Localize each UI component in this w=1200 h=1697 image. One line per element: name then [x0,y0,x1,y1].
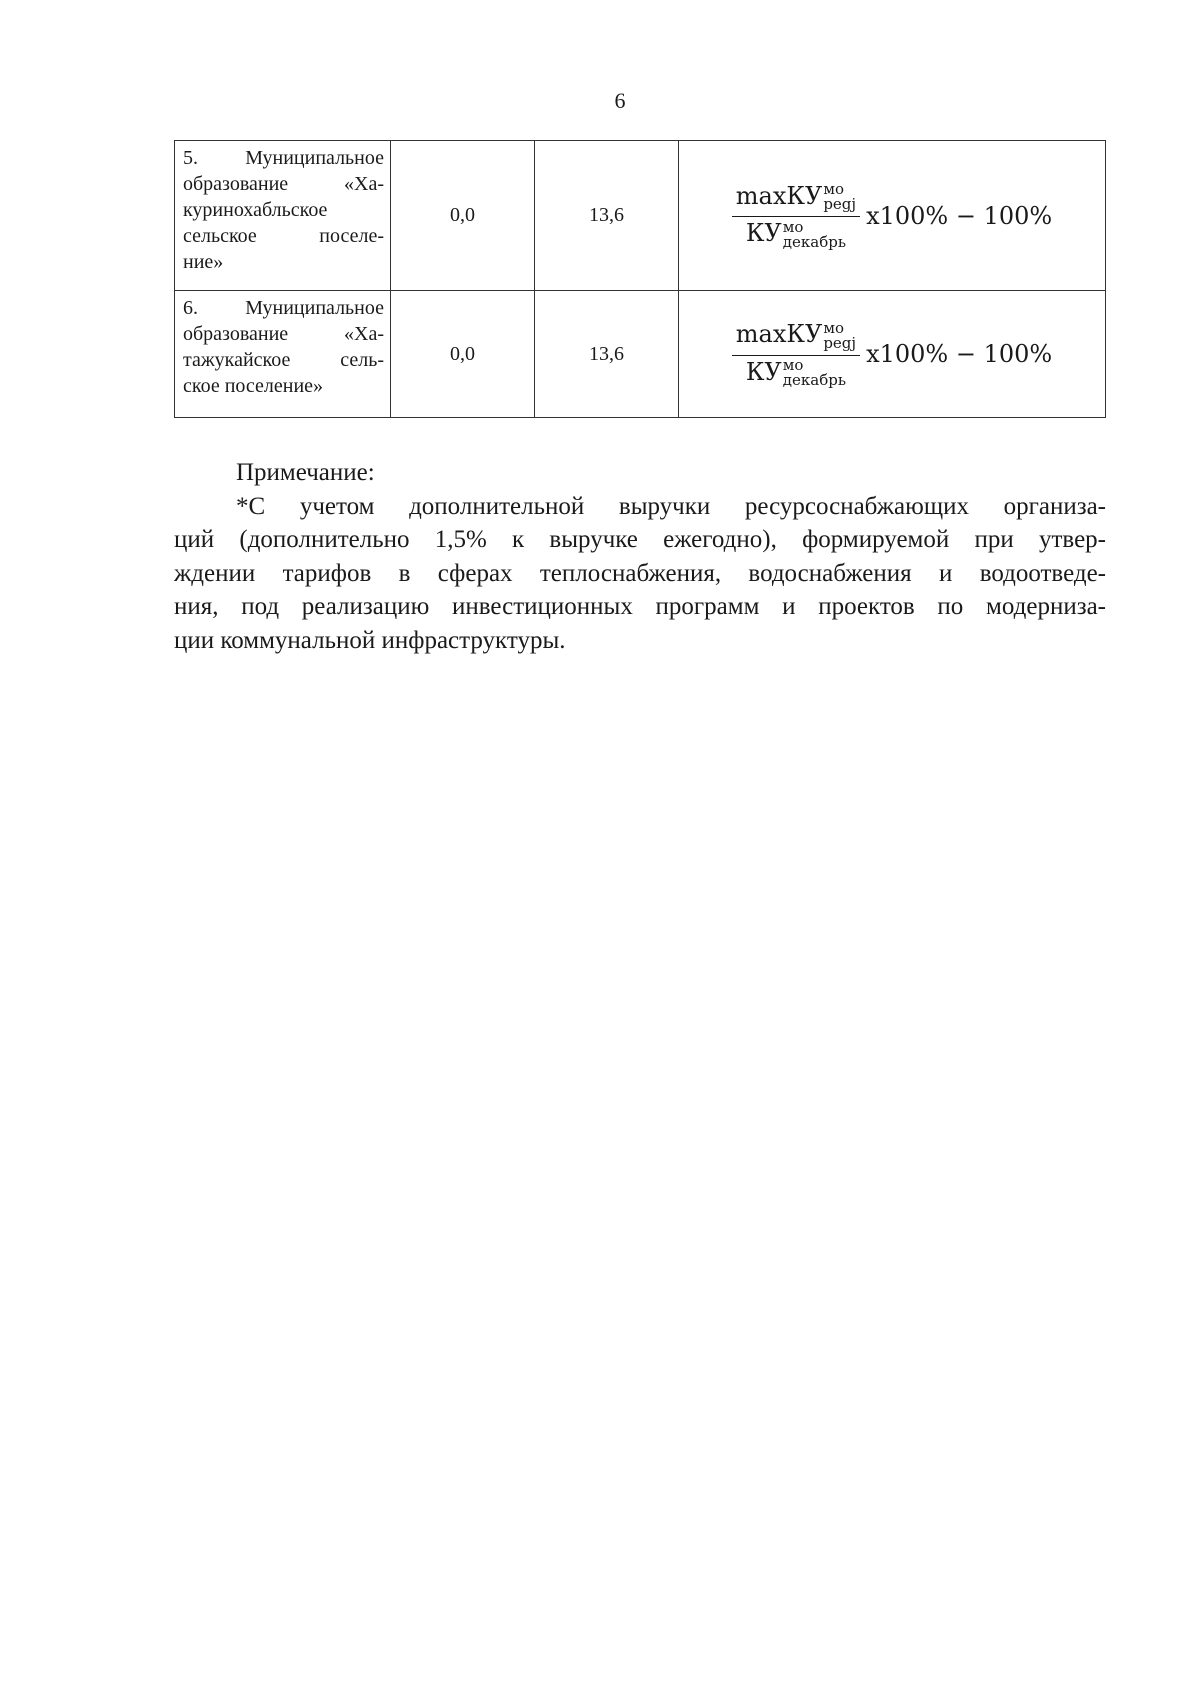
footnote [174,456,1106,657]
formula-tail: x100% − 100% [866,201,1053,230]
municipality-name-line: ние» [183,251,224,273]
municipality-name-line: 6. Муниципальное [183,297,384,319]
table-row [175,291,1106,418]
value-cell-1: 0,0 [391,141,535,291]
formula-numerator [732,182,860,218]
formula-fraction [732,320,860,388]
municipality-name-line: ское поселение» [183,375,324,397]
formula [732,320,1052,388]
page-number: 6 [614,88,626,113]
municipality-name-line: образование «Ха- [183,173,384,195]
footnote-line: ции коммунальной инфраструктуры. [174,626,566,654]
denominator-sub: декабрь [782,232,846,251]
footnote-line: *С учетом дополнительной выручки ресурсоснабжающих организа- [236,492,1106,520]
municipality-name-line: 5. Муниципальное [183,147,384,169]
formula-fraction [732,182,860,250]
denominator-base: КУ [745,219,782,247]
value-cell-1: 0,0 [391,291,535,418]
formula-denominator [742,356,850,389]
value-cell-2: 13,6 [535,291,679,418]
denominator-base: КУ [745,357,782,386]
numerator-sub: pegj [823,333,857,352]
formula-cell [679,141,1106,291]
footnote-line: ния, под реализацию инвестиционных программ и проектов по модерниза- [174,593,1106,620]
formula-denominator [742,217,850,250]
denominator-sup: мо [782,356,804,374]
municipality-name-cell [175,291,391,418]
numerator-base: maxКУ [735,320,823,348]
formula-cell [679,291,1106,418]
table-row [175,141,1106,291]
formula-numerator [732,320,860,356]
numerator-base: maxКУ [735,181,823,210]
numerator-sub: pegj [823,195,857,213]
municipality-name-line: образование «Ха- [183,323,384,345]
formula [732,182,1052,250]
footnote-title: Примечание: [236,459,375,486]
municipality-name-cell [175,141,391,291]
tariff-table [174,140,1106,418]
numerator-sup: мо [823,318,845,337]
municipality-name-line: тажукайское сель- [183,349,384,371]
formula-tail: x100% − 100% [866,340,1053,368]
municipality-name-line: куринохабльское [183,199,328,221]
denominator-sub: декабрь [782,371,846,389]
numerator-sup: мо [823,180,845,198]
municipality-name-line: сельское поселе- [183,225,384,247]
denominator-sup: мо [782,217,804,236]
footnote-line: ций (дополнительно 1,5% к выручке ежегодно), формируемой при утвер- [174,526,1106,553]
value-cell-2: 13,6 [535,141,679,291]
footnote-line: ждении тарифов в сферах теплоснабжения, водоснабжения и водоотведе- [174,559,1106,587]
